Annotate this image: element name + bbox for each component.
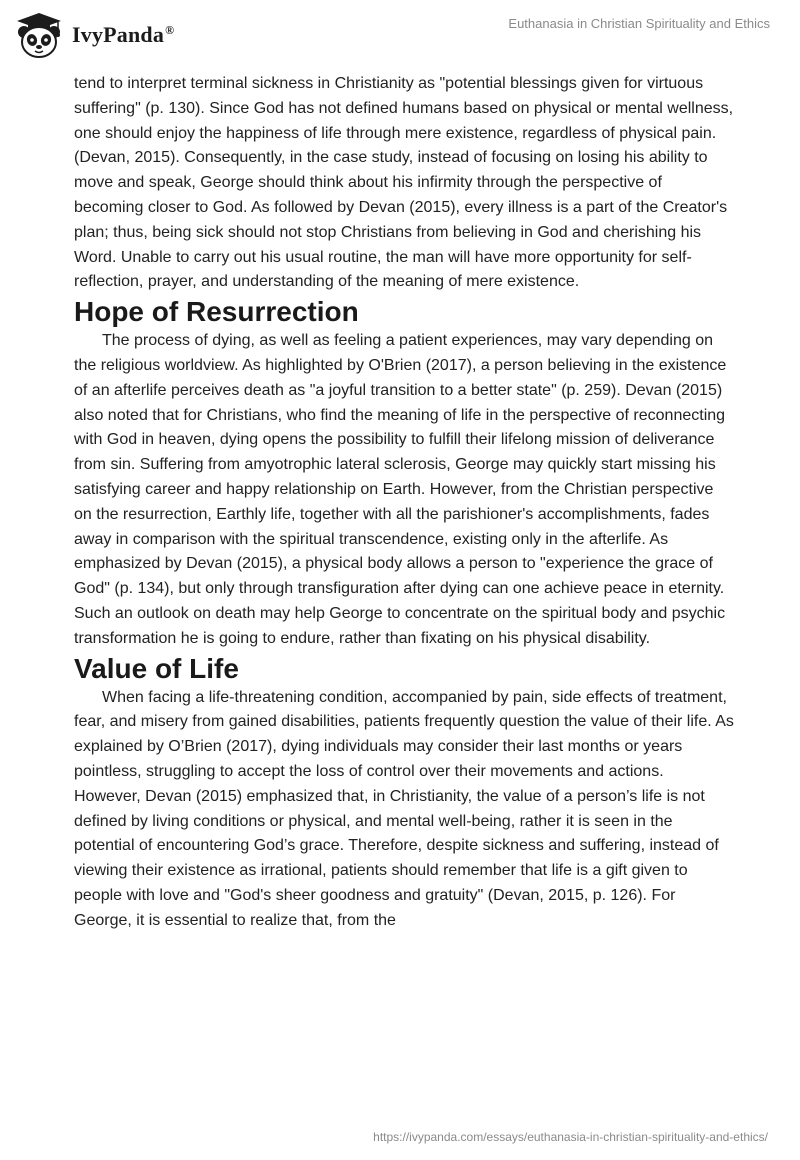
paragraph-value-of-life: When facing a life-threatening condition, accompanied by pain, side effects of treatment, fear, and misery from gained disabilities, patients frequently question the value of their life. As explained by O’Brien (2017), dying individuals may consider their last months or years pointless, struggling to accept the loss of control over their movements and actions. However, Devan (2015) emphasized that, in Christianity, the value of a person’s life is not defined by living conditions or physical, and mental well-being, rather it is seen in the potential of encountering God’s grace. Therefore, despite sickness and suffering, instead of viewing their existence as irrational, patients should remember that life is a gift given to people with love and "God's sheer goodness and gratuity" (Devan, 2015, p. 126). For George, it is essential to realize that, from the bbox=[74, 688, 734, 929]
section-heading-value-of-life: Value of Life bbox=[74, 652, 239, 684]
brand-text: IvyPanda bbox=[72, 22, 165, 47]
section-heading-hope-of-resurrection: Hope of Resurrection bbox=[74, 296, 359, 328]
paragraph-hope-of-resurrection: The process of dying, as well as feeling a patient experiences, may vary depending on the religious worldview. As highlighted by O'Brien (2017), a person believing in the existence of an afterlife perceives death as "a joyful transition to a better state" (p. 259). Devan (2015) also noted that for Christians, who find the meaning of life in the perspective of reconnecting with God in heaven, dying opens the possibility to fulfill their lifelong mission of deliverance from sin. Suffering from amyotrophic lateral sclerosis, George may quickly start missing his satisfying career and happy relationship on Earth. However, from the Christian perspective on the resurrection, Earthly life, together with all the parishioner's accomplishments, fades away in comparison with the spiritual transcendence, existing only in the afterlife. As emphasized by Devan (2015), a physical body allows a person to "experience the grace of God" (p. 134), but only through transfiguration after dying can one achieve peace in eternity. Such an outlook on death may help George to concentrate on the spiritual body and psychic transformation he is going to endure, rather than fixating on his physical disability. bbox=[74, 332, 727, 647]
page-header bbox=[0, 0, 800, 70]
ivypanda-logo[interactable] bbox=[14, 8, 214, 62]
document-title: Euthanasia in Christian Spirituality and Ethics bbox=[508, 16, 770, 31]
paragraph-continuation: tend to interpret terminal sickness in Christianity as "potential blessings given for virtuous suffering" (p. 130). Since God has not defined humans based on physical or mental wellness, one should enjoy the happiness of life through mere existence, regardless of physical pain. (Devan, 2015). Consequently, in the case study, instead of focusing on losing his ability to move and speak, George should think about his infirmity through the perspective of becoming closer to God. As followed by Devan (2015), every illness is a part of the Creator's plan; thus, being sick should not stop Christians from believing in God and cherishing his Word. Unable to carry out his usual routine, the man will have more opportunity for self-reflection, prayer, and understanding of the meaning of mere existence. bbox=[74, 75, 734, 291]
footer-source-url[interactable]: https://ivypanda.com/essays/euthanasia-in-christian-spirituality-and-ethics/ bbox=[373, 1130, 768, 1144]
panda-graduation-cap-icon bbox=[14, 10, 64, 60]
registered-mark: ® bbox=[165, 22, 175, 37]
brand-name bbox=[72, 22, 174, 48]
essay-content bbox=[74, 72, 734, 934]
